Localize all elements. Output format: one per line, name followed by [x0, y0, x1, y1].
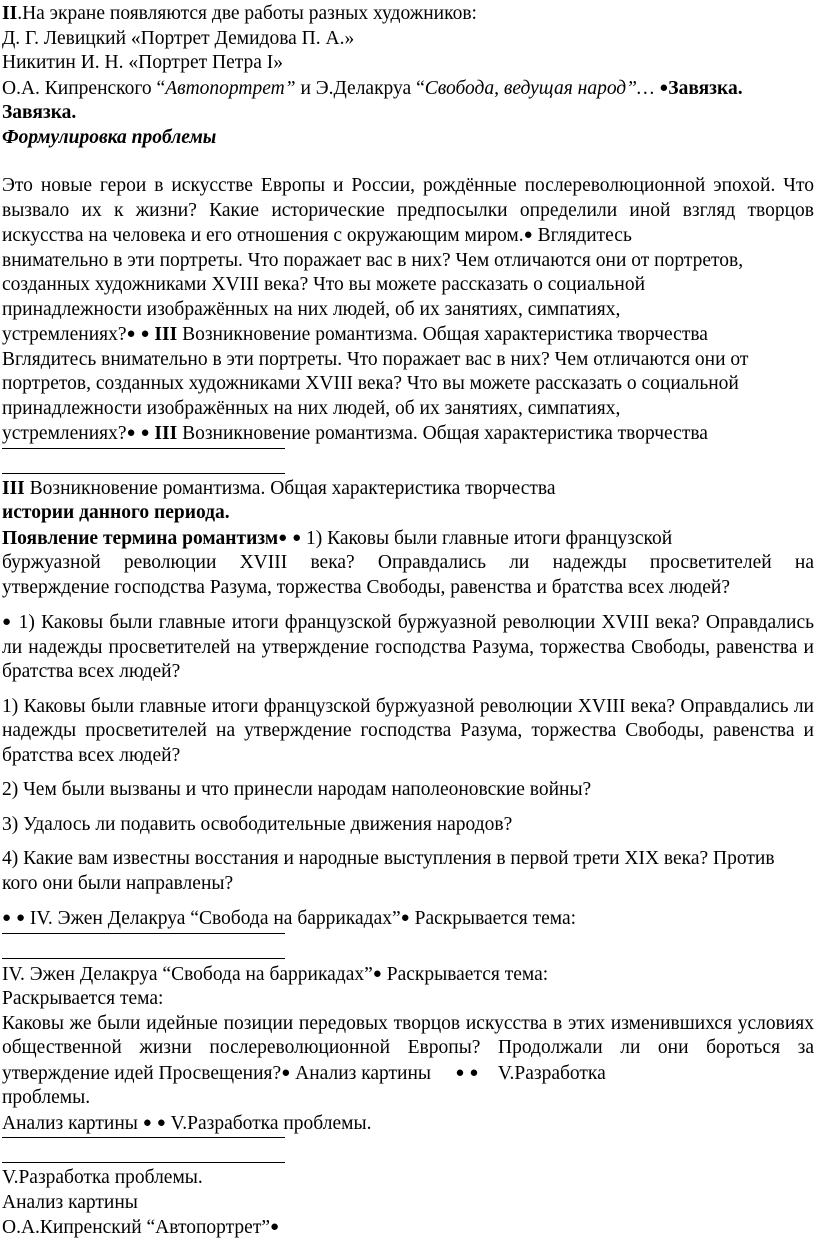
section-4-title-bulleted: ● ● IV. Эжен Делакруа “Свобода на баррикадах”● Раскрывается тема:: [2, 906, 814, 932]
bullet-icon: ●: [400, 910, 410, 926]
section-5-kiprensky: О.А.Кипренский “Автопортрет”●: [2, 1217, 280, 1238]
artworks-kiprensky-delacroix: О.А. Кипренского “Автопортрет” и Э.Делакруа “Свобода, ведущая народ”… ●Завязка.: [2, 77, 743, 99]
heading-problem: Формулировка проблемы: [2, 126, 217, 148]
section-4-title: IV. Эжен Делакруа “Свобода на баррикадах”● Раскрывается тема:: [2, 963, 549, 985]
artwork-levitsky: Д. Г. Левицкий «Портрет Демидова П. А.»: [2, 27, 355, 49]
paragraph-line: буржуазной революции XVIII века? Оправдались ли надежды просветителей на: [2, 552, 814, 573]
bullet-icon: ●: [270, 1219, 280, 1235]
bullet-icon: ●: [2, 614, 13, 630]
bullet-icon: ●: [126, 425, 136, 441]
bullet-icon: ●: [455, 1064, 465, 1081]
section-3-term: Появление термина романтизм● ● 1) Каковы были главные итоги французской: [2, 527, 673, 549]
paragraph-line: созданных художниками XVIII века? Что вы можете рассказать о социальной: [2, 274, 646, 295]
divider: [2, 473, 285, 474]
paragraph-new-heroes: Это новые герои в искусстве Европы и России, рождённые послереволюционной эпохой. Что вызвало их к жизни? Какие исторические предпосылки определили иной взгляд творцов искусства на человека и его отношения с окружающим миром.● Вглядитесь: [2, 175, 814, 246]
paragraph-line: портретов, созданных художниками XVIII века? Что вы можете рассказать о социальной: [2, 373, 739, 394]
bullet-icon: ●: [469, 1064, 479, 1081]
artwork-nikitin: Никитин И. Н. «Портрет Петра I»: [2, 52, 284, 73]
bullet-icon: ●: [2, 910, 12, 926]
bullet-icon: ●: [156, 1114, 166, 1131]
section-5-analysis: Анализ картины: [2, 1191, 138, 1213]
paragraph-line: принадлежности изображённых на них людей, об их занятиях, симпатиях,: [2, 298, 621, 320]
bullet-icon: ●: [140, 425, 150, 441]
question-1-bulleted: ● 1) Каковы были главные итоги французской буржуазной революции XVIII века? Оправдались ли надежды просветителей на утверждение господства Разума, торжества Свободы, равенства и братства всех людей?: [2, 612, 815, 682]
bullet-icon: ●: [523, 227, 533, 243]
paragraph-line: устремлениях?● ● III Возникновение романтизма. Общая характеристика творчества: [2, 421, 814, 447]
section-number: II: [2, 3, 18, 24]
question-4: 4) Какие вам известны восстания и народные выступления в первой трети XIX века? Против кого они были направлены?: [2, 848, 775, 894]
painting-analysis-line: Анализ картины ● ● V.Разработка проблемы.: [2, 1111, 814, 1137]
bullet-icon: ●: [126, 326, 136, 342]
paragraph-line: принадлежности изображённых на них людей, об их занятиях, симпатиях,: [2, 397, 621, 419]
section-5-title: V.Разработка проблемы.: [2, 1167, 203, 1188]
section-3-title: III Возникновение романтизма. Общая характеристика творчества: [2, 477, 556, 499]
paragraph-line: проблемы.: [2, 1087, 91, 1108]
question-2: 2) Чем были вызваны и что принесли народам наполеоновские войны?: [2, 779, 592, 800]
section-3-subtitle: истории данного периода.: [2, 502, 230, 523]
bullet-icon: ●: [372, 965, 382, 982]
section-4-theme: Раскрывается тема:: [2, 988, 164, 1009]
paragraph-line: устремлениях?● ● III Возникновение романтизма. Общая характеристика творчества: [2, 324, 708, 345]
paragraph-line: утверждение господства Разума, торжества Свободы, равенства и братства всех людей?: [2, 576, 730, 598]
paragraph-line: Вглядитесь внимательно в эти портреты. Что поражает вас в них? Чем отличаются они от: [2, 348, 749, 370]
bullet-icon: ●: [278, 529, 288, 546]
bullet-icon: ●: [15, 910, 25, 926]
bullet-icon: ●: [659, 79, 669, 96]
question-3: 3) Удалось ли подавить освободительные движения народов?: [2, 813, 513, 835]
bullet-icon: ●: [281, 1064, 291, 1081]
heading-zavyazka: Завязка.: [2, 102, 77, 123]
intro-line: II.На экране появляются две работы разных художников:: [2, 3, 477, 24]
bullet-icon: ●: [292, 529, 302, 546]
paragraph-ideas: Каковы же были идейные позиции передовых творцов искусства в этих изменившихся условиях общественной жизни послереволюционной Европы? Продолжали ли они бороться за утверждение идей Просвещения?● Анализ картины ● ● V.Разработка: [2, 1012, 814, 1084]
question-1: 1) Каковы были главные итоги французской буржуазной революции XVIII века? Оправдались ли надежды просветителей на утверждение господства Разума, торжества Свободы, равенства и братства всех людей?: [2, 695, 814, 766]
bullet-icon: ●: [140, 326, 150, 342]
bullet-icon: ●: [142, 1114, 152, 1131]
divider: [2, 958, 285, 959]
paragraph-line: внимательно в эти портреты. Что поражает вас в них? Чем отличаются они от портретов,: [2, 249, 744, 271]
divider: [2, 1162, 285, 1163]
